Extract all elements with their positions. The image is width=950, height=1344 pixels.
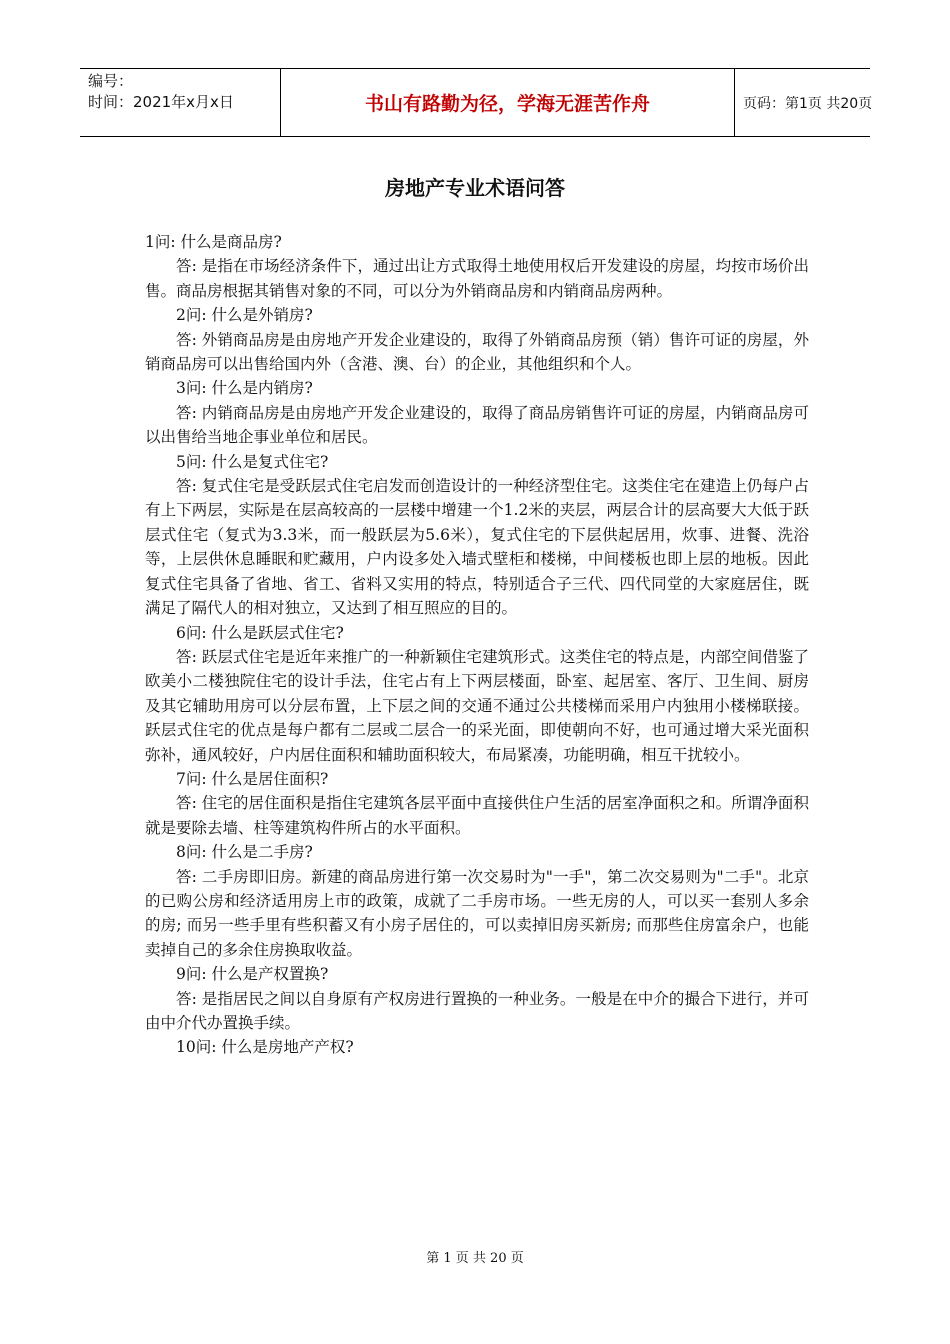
question-paragraph: 10问: 什么是房地产产权? bbox=[176, 1038, 354, 1057]
question-paragraph: 8问: 什么是二手房? bbox=[176, 843, 313, 862]
document-date-label: 时间：2021年x月x日 bbox=[88, 93, 234, 111]
question-paragraph: 2问: 什么是外销房? bbox=[176, 306, 313, 325]
header-meta bbox=[80, 69, 280, 138]
question-paragraph: 3问: 什么是内销房? bbox=[176, 379, 313, 398]
answer-paragraph: 答: 住宅的居住面积是指住宅建筑各层平面中直接供住户生活的居室净面积之和。所谓净面积就是要除去墙、柱等建筑构件所占的水平面积。 bbox=[145, 794, 809, 837]
document-title: 房地产专业术语问答 bbox=[385, 176, 565, 200]
question-paragraph: 9问: 什么是产权置换? bbox=[176, 965, 329, 984]
question-paragraph: 7问: 什么是居住面积? bbox=[176, 769, 329, 788]
answer-paragraph: 答: 外销商品房是由房地产开发企业建设的，取得了外销商品房预（销）售许可证的房屋，外销商品房可以出售给国内外（含港、澳、台）的企业，其他组织和个人。 bbox=[145, 330, 809, 374]
question-paragraph: 6问: 什么是跃层式住宅? bbox=[176, 623, 344, 642]
question-paragraph: 1问: 什么是商品房? bbox=[145, 233, 282, 251]
header-page-number: 页码：第1页 共20页 bbox=[743, 95, 873, 112]
header-motto: 书山有路勤为径，学海无涯苦作舟 bbox=[280, 69, 735, 136]
answer-paragraph: 答: 内销商品房是由房地产开发企业建设的，取得了商品房销售许可证的房屋，内销商品房可以出售给当地企事业单位和居民。 bbox=[145, 403, 809, 447]
answer-paragraph: 答: 是指居民之间以自身原有产权房进行置换的一种业务。一般是在中介的撮合下进行，并可由中介代办置换手续。 bbox=[145, 989, 809, 1032]
question-paragraph: 5问: 什么是复式住宅? bbox=[176, 452, 329, 471]
answer-paragraph: 答: 二手房即旧房。新建的商品房进行第一次交易时为"一手"，第二次交易则为"二手"。北京的已购公房和经济适用房上市的政策，成就了二手房市场。一些无房的人，可以买一套别人多余的房; 而另一些手里有些积蓄又有小房子居住的，可以卖掉旧房买新房; 而那些住房富余户，也能卖掉自己的多余住房换取收益。 bbox=[145, 867, 809, 959]
page-footer: 第 1 页 共 20 页 bbox=[426, 1251, 524, 1266]
page-header bbox=[80, 68, 873, 137]
answer-paragraph: 答: 复式住宅是受跃层式住宅启发而创造设计的一种经济型住宅。这类住宅在建造上仍每户占有上下两层，实际是在层高较高的一层楼中增建一个1.2米的夹层，两层合计的层高要大大低于跃层式住宅（复式为3.3米，而一般跃层为5.6米），复式住宅的下层供起居用，炊事、进餐、洗浴等，上层供休息睡眠和贮藏用，户内设多处入墙式壁柜和楼梯，中间楼板也即上层的地板。因此复式住宅具备了省地、省工、省料又实用的特点，特别适合子三代、四代同堂的大家庭居住，既满足了隔代人的相对独立，又达到了相互照应的目的。 bbox=[145, 477, 809, 618]
answer-paragraph: 答: 跃层式住宅是近年来推广的一种新颖住宅建筑形式。这类住宅的特点是，内部空间借鉴了欧美小二楼独院住宅的设计手法，住宅占有上下两层楼面，卧室、起居室、客厅、卫生间、厨房及其它辅助用房可以分层布置，上下层之间的交通不通过公共楼梯而采用户内独用小楼梯联接。跃层式住宅的优点是每户都有二层或二层合一的采光面，即使朝向不好，也可通过增大采光面积弥补，通风较好，户内居住面积和辅助面积较大，布局紧凑，功能明确，相互干扰较小。 bbox=[145, 647, 809, 764]
answer-paragraph: 答: 是指在市场经济条件下，通过出让方式取得土地使用权后开发建设的房屋，均按市场价出售。商品房根据其销售对象的不同，可以分为外销商品房和内销商品房两种。 bbox=[145, 257, 809, 300]
document-body bbox=[145, 230, 809, 1060]
document-number-label: 编号： bbox=[88, 72, 134, 90]
